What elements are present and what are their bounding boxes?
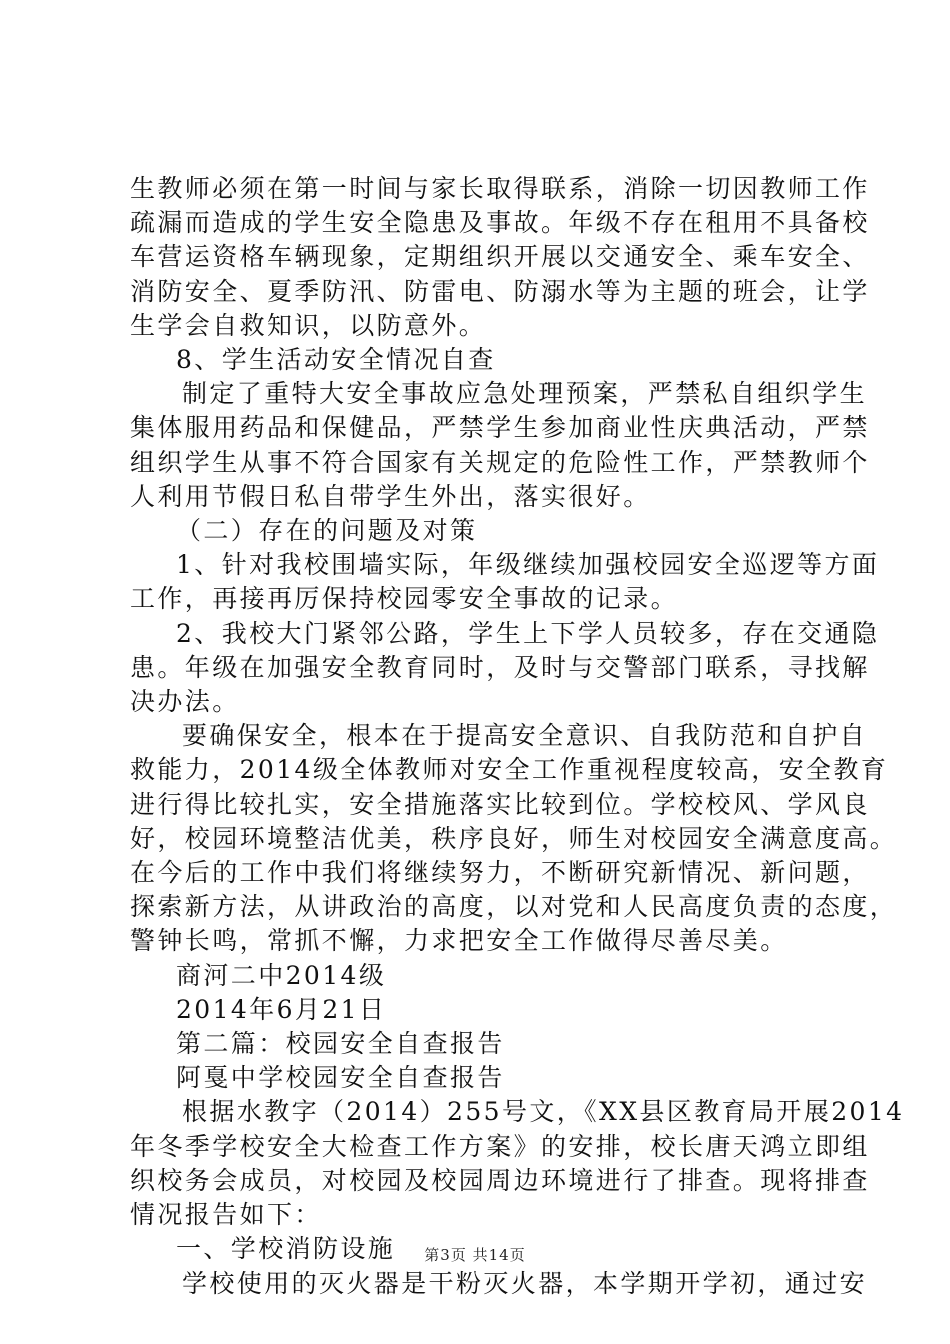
text-line: 根据水教字（2014）255号文，《XX县区教育局开展2014: [182, 1097, 905, 1127]
document-body: [130, 172, 905, 1301]
heading-text: 一、学校消防设施: [176, 1234, 396, 1264]
heading-text: 8、学生活动安全情况自查: [176, 345, 496, 375]
text-line: 车营运资格车辆现象，定期组织开展以交通安全、乘车安全、: [130, 242, 870, 272]
text-line: 患。年级在加强安全教育同时，及时与交警部门联系，寻找解: [130, 652, 870, 682]
text-line: 人利用节假日私自带学生外出，落实很好。: [130, 481, 651, 511]
paragraph-student-contact: [130, 172, 870, 343]
chapter-title: [130, 1027, 835, 1061]
paragraph-fire-equipment: [130, 1267, 868, 1301]
text-line: 决办法。: [130, 687, 240, 717]
text-line: 消防安全、夏季防汛、防雷电、防溺水等为主题的班会，让学: [130, 276, 870, 306]
text-line: 生教师必须在第一时间与家长取得联系，消除一切因教师工作: [130, 174, 870, 203]
text-line: 集体服用药品和保健品，严禁学生参加商业性庆典活动，严禁: [130, 413, 870, 443]
text-line: 进行得比较扎实，安全措施落实比较到位。学校校风、学风良: [130, 789, 870, 819]
date-text: 2014年6月21日: [176, 994, 387, 1024]
paragraph-activity-safety: [130, 377, 870, 514]
text-line: 工作，再接再厉保持校园零安全事故的记录。: [130, 584, 679, 614]
text-line: 生学会自救知识，以防意外。: [130, 310, 487, 340]
signature-date: [130, 993, 835, 1027]
text-line: 情况报告如下：: [130, 1200, 322, 1230]
paragraph-problem-2: [130, 617, 880, 720]
text-line: 在今后的工作中我们将继续努力，不断研究新情况、新问题，: [130, 858, 870, 888]
text-line: 1、针对我校围墙实际，年级继续加强校园安全巡逻等方面: [176, 550, 880, 580]
text-line: 组织学生从事不符合国家有关规定的危险性工作，严禁教师个: [130, 447, 870, 477]
text-line: 警钟长鸣，常抓不懈，力求把安全工作做得尽善尽美。: [130, 926, 788, 956]
page-footer: [0, 1244, 950, 1265]
report-title-text: 阿戛中学校园安全自查报告: [176, 1063, 505, 1093]
text-line: 疏漏而造成的学生安全隐患及事故。年级不存在租用不具备校: [130, 208, 870, 238]
text-line: 学校使用的灭火器是干粉灭火器，本学期开学初，通过安: [182, 1268, 868, 1298]
paragraph-conclusion: [130, 719, 898, 958]
section-heading-problems: [130, 514, 835, 548]
text-line: 制定了重特大安全事故应急处理预案，严禁私自组织学生: [182, 379, 868, 409]
section-heading-8: [130, 343, 835, 377]
text-line: 探索新方法，从讲政治的高度，以对党和人民高度负责的态度，: [130, 892, 898, 922]
text-line: 好，校园环境整洁优美，秩序良好，师生对校园安全满意度高。: [130, 823, 898, 853]
text-line: 要确保安全，根本在于提高安全意识、自我防范和自护自: [182, 721, 868, 751]
text-line: 救能力，2014级全体教师对安全工作重视程度较高，安全教育: [130, 755, 889, 785]
signature-school: [130, 959, 835, 993]
text-line: 织校务会成员，对校园及校园周边环境进行了排查。现将排查: [130, 1165, 870, 1195]
report-title: [130, 1061, 835, 1095]
text-line: 2、我校大门紧邻公路，学生上下学人员较多，存在交通隐: [176, 618, 880, 648]
paragraph-report-intro: [130, 1095, 905, 1232]
page-number: 第3页 共14页: [424, 1246, 526, 1264]
heading-text: （二）存在的问题及对策: [176, 516, 478, 546]
signature-text: 商河二中2014级: [176, 960, 387, 990]
chapter-title-text: 第二篇：校园安全自查报告: [176, 1029, 505, 1059]
paragraph-problem-1: [130, 548, 880, 616]
text-line: 年冬季学校安全大检查工作方案》的安排，校长唐天鸿立即组: [130, 1131, 870, 1161]
